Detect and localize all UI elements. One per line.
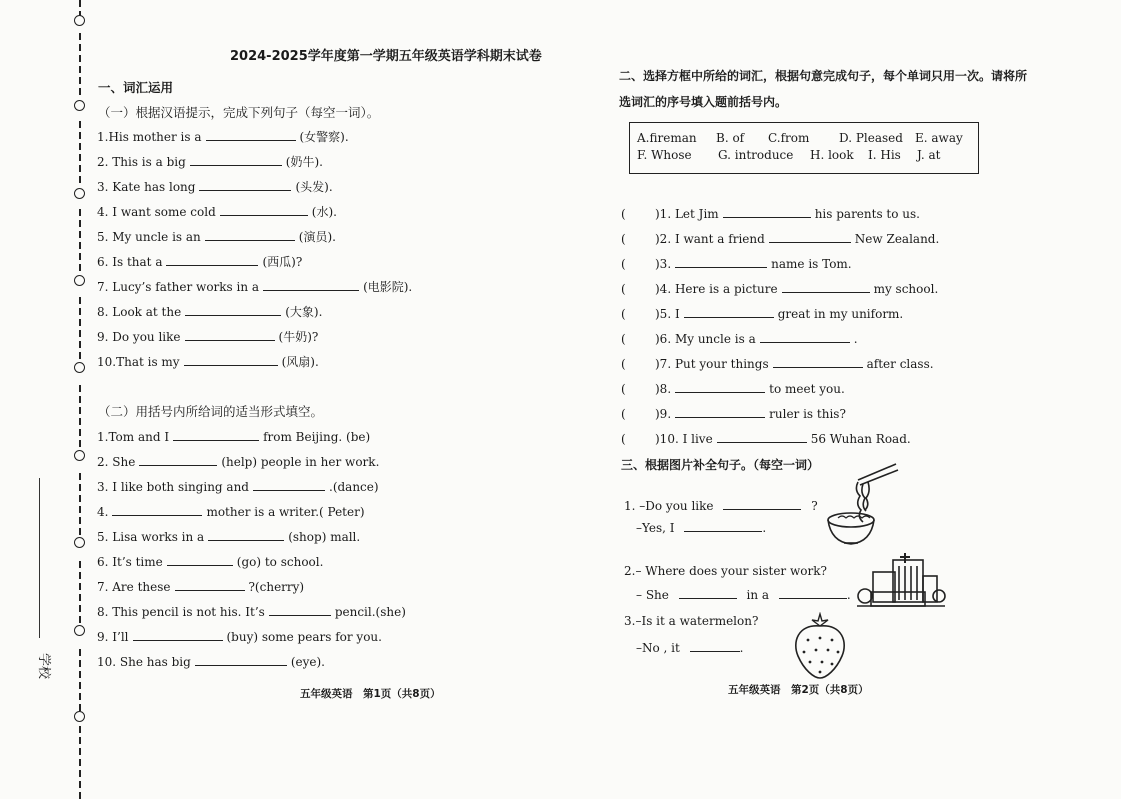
item-prompt: 5. Lisa works in a bbox=[97, 530, 205, 544]
item-prompt: 4. I want some cold bbox=[97, 205, 216, 219]
noodles-icon bbox=[822, 462, 904, 552]
binding-dash bbox=[79, 418, 81, 425]
part2-item bbox=[97, 578, 304, 594]
item-hint: (牛奶)? bbox=[278, 330, 319, 344]
answer-blank[interactable] bbox=[769, 230, 851, 243]
item-hint: (eye). bbox=[290, 655, 325, 669]
item-hint: (go) to school. bbox=[236, 555, 324, 569]
binding-dash bbox=[79, 88, 81, 95]
item-hint: my school. bbox=[873, 282, 939, 296]
binding-dash bbox=[79, 528, 81, 535]
answer-bracket[interactable]: ( bbox=[621, 357, 626, 371]
answer-blank[interactable] bbox=[760, 330, 850, 343]
answer-blank[interactable] bbox=[723, 497, 801, 510]
binding-dash bbox=[79, 792, 81, 799]
section2-item bbox=[621, 330, 858, 346]
binding-dash bbox=[79, 341, 81, 348]
binding-hole bbox=[74, 275, 85, 286]
part2-item bbox=[97, 528, 360, 544]
binding-dash bbox=[79, 242, 81, 249]
item-prompt: )1. Let Jim bbox=[655, 207, 719, 221]
answer-blank[interactable] bbox=[173, 428, 259, 441]
item-prompt: 8. This pencil is not his. It’s bbox=[97, 605, 265, 619]
s3-q2-line-b bbox=[636, 586, 851, 602]
binding-dash bbox=[79, 132, 81, 139]
binding-hole bbox=[74, 450, 85, 461]
answer-bracket[interactable]: ( bbox=[621, 257, 626, 271]
binding-dash bbox=[79, 671, 81, 678]
binding-dash bbox=[79, 352, 81, 359]
item-prompt: )10. I live bbox=[655, 432, 713, 446]
binding-hole bbox=[74, 100, 85, 111]
section3-heading: 三、根据图片补全句子。（每空一词） bbox=[621, 458, 820, 472]
binding-dash bbox=[79, 616, 81, 623]
binding-margin bbox=[74, 0, 88, 793]
answer-blank[interactable] bbox=[205, 228, 295, 241]
binding-dash bbox=[79, 143, 81, 150]
answer-blank[interactable] bbox=[184, 353, 278, 366]
word-bank-box bbox=[629, 122, 979, 174]
answer-bracket[interactable]: ( bbox=[621, 307, 626, 321]
binding-dash bbox=[79, 506, 81, 513]
binding-dash bbox=[79, 781, 81, 788]
answer-blank[interactable] bbox=[779, 586, 847, 599]
binding-dash bbox=[79, 165, 81, 172]
answer-blank[interactable] bbox=[133, 628, 223, 641]
part2-item bbox=[97, 503, 365, 519]
answer-blank[interactable] bbox=[269, 603, 331, 616]
binding-dash bbox=[79, 209, 81, 216]
section1-heading: 一、词汇运用 bbox=[98, 80, 174, 95]
answer-bracket[interactable]: ( bbox=[621, 232, 626, 246]
answer-blank[interactable] bbox=[782, 280, 870, 293]
part1-item bbox=[97, 178, 333, 195]
s3-q2-line-a: 2.– Where does your sister work? bbox=[624, 564, 827, 578]
item-hint: (buy) some pears for you. bbox=[226, 630, 382, 644]
answer-bracket[interactable]: ( bbox=[621, 382, 626, 396]
item-hint: (西瓜)? bbox=[262, 255, 303, 269]
binding-dash bbox=[79, 154, 81, 161]
binding-dash bbox=[79, 572, 81, 579]
binding-hole bbox=[74, 711, 85, 722]
word-bank-item: D. Pleased bbox=[839, 131, 903, 145]
part1-item bbox=[97, 153, 323, 170]
item-prompt: 1.Tom and I bbox=[97, 430, 170, 444]
s3-q3-answer-lead: –No , it bbox=[636, 641, 680, 655]
item-hint: after class. bbox=[866, 357, 934, 371]
page1-footer: 五年级英语 第1页（共8页） bbox=[300, 688, 441, 700]
answer-blank[interactable] bbox=[690, 639, 740, 652]
answer-bracket[interactable]: ( bbox=[621, 332, 626, 346]
answer-blank[interactable] bbox=[675, 255, 767, 268]
binding-hole bbox=[74, 188, 85, 199]
word-bank-item: I. His bbox=[868, 148, 901, 162]
answer-bracket[interactable]: ( bbox=[621, 432, 626, 446]
s3-q3-line-b bbox=[636, 639, 743, 655]
answer-blank[interactable] bbox=[199, 178, 291, 191]
answer-blank[interactable] bbox=[185, 328, 275, 341]
answer-blank[interactable] bbox=[675, 405, 765, 418]
item-hint: (演员). bbox=[298, 230, 336, 244]
answer-blank[interactable] bbox=[167, 553, 233, 566]
part1-item bbox=[97, 328, 318, 345]
item-hint: (help) people in her work. bbox=[221, 455, 380, 469]
item-hint: (大象). bbox=[285, 305, 323, 319]
binding-dash bbox=[79, 605, 81, 612]
item-hint: pencil.(she) bbox=[334, 605, 406, 619]
item-hint: from Beijing. (be) bbox=[263, 430, 371, 444]
part1-item bbox=[97, 203, 337, 220]
s3-q1-prompt: 1. –Do you like bbox=[624, 499, 714, 513]
part1-item bbox=[97, 278, 412, 295]
binding-dash bbox=[79, 748, 81, 755]
binding-hole bbox=[74, 625, 85, 636]
answer-blank[interactable] bbox=[684, 305, 774, 318]
binding-dash bbox=[79, 407, 81, 414]
item-prompt: )7. Put your things bbox=[655, 357, 769, 371]
word-bank-item: F. Whose bbox=[637, 148, 692, 162]
binding-dash bbox=[79, 649, 81, 656]
section2-item bbox=[621, 305, 903, 321]
part1-item bbox=[97, 228, 336, 245]
binding-dash bbox=[79, 473, 81, 480]
item-hint: his parents to us. bbox=[814, 207, 920, 221]
binding-dash bbox=[79, 33, 81, 40]
item-hint: (奶牛). bbox=[285, 155, 323, 169]
hospital-icon bbox=[855, 548, 947, 612]
binding-dash bbox=[79, 484, 81, 491]
item-hint: ?(cherry) bbox=[248, 580, 305, 594]
answer-bracket[interactable]: ( bbox=[621, 282, 626, 296]
binding-dash bbox=[79, 0, 81, 7]
part1-item bbox=[97, 353, 319, 370]
answer-bracket[interactable]: ( bbox=[621, 207, 626, 221]
item-hint: (风扇). bbox=[281, 355, 319, 369]
binding-dash bbox=[79, 330, 81, 337]
answer-blank[interactable] bbox=[773, 355, 863, 368]
item-prompt: 9. I’ll bbox=[97, 630, 129, 644]
word-bank-item: A.fireman bbox=[637, 131, 697, 145]
binding-dash bbox=[79, 737, 81, 744]
item-prompt: 7. Are these bbox=[97, 580, 171, 594]
word-bank-item: E. away bbox=[915, 131, 963, 145]
item-hint: (女警察). bbox=[299, 130, 349, 144]
binding-dash bbox=[79, 77, 81, 84]
answer-blank[interactable] bbox=[112, 503, 202, 516]
section2-item bbox=[621, 430, 911, 446]
item-prompt: )6. My uncle is a bbox=[655, 332, 756, 346]
part1-item bbox=[97, 128, 349, 145]
item-prompt: )3. bbox=[655, 257, 672, 271]
part2-item bbox=[97, 553, 323, 569]
answer-blank[interactable] bbox=[263, 278, 359, 291]
answer-blank[interactable] bbox=[679, 586, 737, 599]
s3-q3-answer-post: . bbox=[739, 641, 744, 655]
s3-q3-line-a: 3.–Is it a watermelon? bbox=[624, 614, 759, 628]
item-prompt: )4. Here is a picture bbox=[655, 282, 778, 296]
word-bank-item: C.from bbox=[768, 131, 810, 145]
item-hint: (水). bbox=[311, 205, 337, 219]
s3-q1-post: ? bbox=[811, 499, 818, 513]
word-bank-item: B. of bbox=[716, 131, 745, 145]
strawberry-icon bbox=[790, 612, 850, 680]
binding-dash bbox=[79, 176, 81, 183]
binding-dash bbox=[79, 44, 81, 51]
binding-dash bbox=[79, 385, 81, 392]
binding-dash bbox=[79, 693, 81, 700]
binding-hole bbox=[74, 537, 85, 548]
binding-dash bbox=[79, 220, 81, 227]
section2-heading-line2: 选词汇的序号填入题前括号内。 bbox=[619, 95, 788, 109]
s3-q2-answer-lead: – She bbox=[636, 588, 669, 602]
binding-dash bbox=[79, 726, 81, 733]
item-hint: (shop) mall. bbox=[288, 530, 361, 544]
item-hint: .(dance) bbox=[329, 480, 379, 494]
school-label: 学校 bbox=[36, 653, 51, 680]
answer-blank[interactable] bbox=[195, 653, 287, 666]
answer-blank[interactable] bbox=[208, 528, 284, 541]
part2-item bbox=[97, 603, 406, 619]
item-prompt: 2. This is a big bbox=[97, 155, 186, 169]
item-prompt: 3. Kate has long bbox=[97, 180, 196, 194]
binding-dash bbox=[79, 770, 81, 777]
item-prompt: 6. It’s time bbox=[97, 555, 163, 569]
item-prompt: 5. My uncle is an bbox=[97, 230, 201, 244]
s3-q1-line-a bbox=[624, 497, 818, 513]
item-prompt: )2. I want a friend bbox=[655, 232, 765, 246]
binding-dash bbox=[79, 396, 81, 403]
section2-item bbox=[621, 230, 939, 246]
binding-dash bbox=[79, 682, 81, 689]
binding-dash bbox=[79, 66, 81, 73]
binding-dash bbox=[79, 561, 81, 568]
binding-dash bbox=[79, 231, 81, 238]
page2-footer: 五年级英语 第2页（共8页） bbox=[728, 684, 869, 696]
binding-dash bbox=[79, 319, 81, 326]
item-prompt: 2. She bbox=[97, 455, 136, 469]
item-prompt: 4. bbox=[97, 505, 109, 519]
item-hint: to meet you. bbox=[769, 382, 845, 396]
item-hint: name is Tom. bbox=[771, 257, 852, 271]
item-prompt: 1.His mother is a bbox=[97, 130, 202, 144]
school-name-line bbox=[39, 478, 40, 638]
answer-blank[interactable] bbox=[717, 430, 807, 443]
part2-item bbox=[97, 428, 370, 444]
item-hint: (电影院). bbox=[363, 280, 413, 294]
binding-dash bbox=[79, 264, 81, 271]
binding-dash bbox=[79, 308, 81, 315]
binding-dash bbox=[79, 297, 81, 304]
item-prompt: )8. bbox=[655, 382, 672, 396]
answer-blank[interactable] bbox=[139, 453, 217, 466]
answer-blank[interactable] bbox=[185, 303, 281, 316]
s3-q2-answer-mid: in a bbox=[746, 588, 770, 602]
item-prompt: )5. I bbox=[655, 307, 680, 321]
item-hint: great in my uniform. bbox=[777, 307, 904, 321]
item-hint: 56 Wuhan Road. bbox=[810, 432, 911, 446]
item-prompt: 6. Is that a bbox=[97, 255, 163, 269]
answer-blank[interactable] bbox=[220, 203, 308, 216]
item-prompt: 10. She has big bbox=[97, 655, 191, 669]
section2-item bbox=[621, 205, 920, 221]
item-hint: ruler is this? bbox=[769, 407, 846, 421]
s3-q1-line-b bbox=[636, 519, 766, 535]
item-prompt: 8. Look at the bbox=[97, 305, 182, 319]
binding-dash bbox=[79, 517, 81, 524]
part1-item bbox=[97, 253, 302, 270]
word-bank-item: J. at bbox=[917, 148, 941, 162]
binding-dash bbox=[79, 583, 81, 590]
answer-bracket[interactable]: ( bbox=[621, 407, 626, 421]
answer-blank[interactable] bbox=[175, 578, 245, 591]
s3-q1-answer-post: . bbox=[762, 521, 767, 535]
binding-dash bbox=[79, 660, 81, 667]
item-prompt: 10.That is my bbox=[97, 355, 180, 369]
item-hint: New Zealand. bbox=[854, 232, 940, 246]
item-prompt: 3. I like both singing and bbox=[97, 480, 249, 494]
binding-hole bbox=[74, 362, 85, 373]
section2-item bbox=[621, 255, 852, 271]
word-bank-item: G. introduce bbox=[718, 148, 794, 162]
part2-item bbox=[97, 478, 379, 494]
binding-dash bbox=[79, 429, 81, 436]
answer-blank[interactable] bbox=[675, 380, 765, 393]
binding-dash bbox=[79, 440, 81, 447]
section2-item bbox=[621, 355, 934, 371]
binding-dash bbox=[79, 253, 81, 260]
answer-blank[interactable] bbox=[723, 205, 811, 218]
answer-blank[interactable] bbox=[190, 153, 282, 166]
part2-heading: （二）用括号内所给词的适当形式填空。 bbox=[98, 404, 324, 419]
binding-dash bbox=[79, 594, 81, 601]
item-prompt: )9. bbox=[655, 407, 672, 421]
item-hint: (头发). bbox=[295, 180, 333, 194]
answer-blank[interactable] bbox=[166, 253, 258, 266]
item-hint: . bbox=[853, 332, 858, 346]
answer-blank[interactable] bbox=[206, 128, 296, 141]
binding-dash bbox=[79, 759, 81, 766]
item-prompt: 7. Lucy’s father works in a bbox=[97, 280, 260, 294]
s3-q2-answer-post: . bbox=[846, 588, 851, 602]
part2-item bbox=[97, 653, 325, 669]
section2-item bbox=[621, 380, 845, 396]
answer-blank[interactable] bbox=[253, 478, 325, 491]
binding-dash bbox=[79, 55, 81, 62]
part2-item bbox=[97, 628, 382, 644]
section2-item bbox=[621, 280, 938, 296]
binding-hole bbox=[74, 15, 85, 26]
part1-item bbox=[97, 303, 322, 320]
section2-item bbox=[621, 405, 846, 421]
part2-item bbox=[97, 453, 379, 469]
section2-heading-line1: 二、选择方框中所给的词汇，根据句意完成句子，每个单词只用一次。请将所 bbox=[619, 69, 1028, 83]
part1-heading: （一）根据汉语提示，完成下列句子（每空一词）。 bbox=[98, 105, 380, 120]
word-bank-item: H. look bbox=[810, 148, 854, 162]
exam-title: 2024-2025学年度第一学期五年级英语学科期末试卷 bbox=[230, 49, 542, 64]
item-prompt: 9. Do you like bbox=[97, 330, 181, 344]
item-hint: mother is a writer.( Peter) bbox=[206, 505, 365, 519]
binding-dash bbox=[79, 704, 81, 711]
binding-dash bbox=[79, 495, 81, 502]
answer-blank[interactable] bbox=[684, 519, 762, 532]
binding-dash bbox=[79, 121, 81, 128]
s3-q1-answer-lead: –Yes, I bbox=[636, 521, 675, 535]
